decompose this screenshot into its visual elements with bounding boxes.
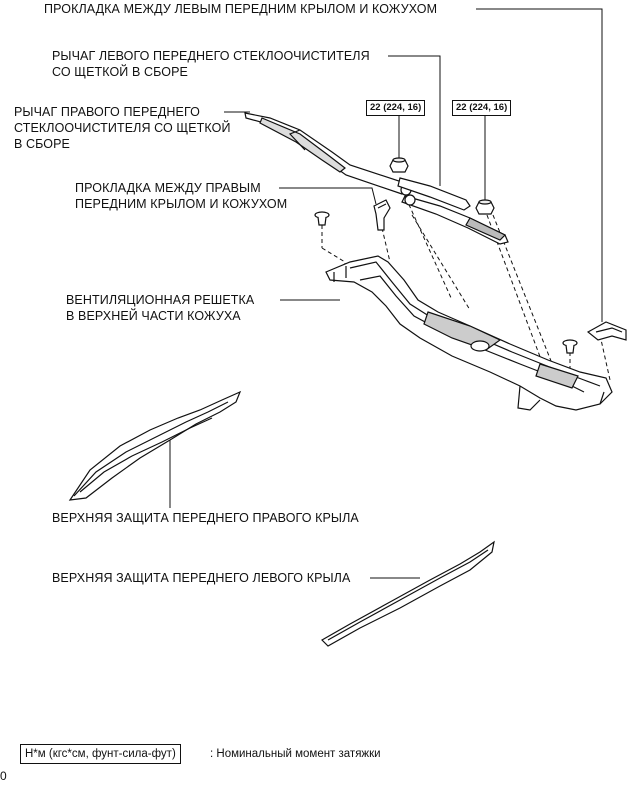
label-right-wiper-arm-line1: РЫЧАГ ПРАВОГО ПЕРЕДНЕГО [14,105,200,119]
footer-mark: 0 [0,769,7,783]
label-left-wiper-arm-line1: РЫЧАГ ЛЕВОГО ПЕРЕДНЕГО СТЕКЛООЧИСТИТЕЛЯ [52,49,370,63]
cowl-clip-left [563,340,577,353]
label-cowl-grille-line1: ВЕНТИЛЯЦИОННАЯ РЕШЕТКА [66,293,255,307]
right-fender-seal [374,200,390,230]
label-left-fender-seal: ПРОКЛАДКА МЕЖДУ ЛЕВЫМ ПЕРЕДНИМ КРЫЛОМ И КОЖУХОМ [44,2,438,16]
cowl-top-ventilator-louver [326,256,612,410]
label-right-wiper-arm-line2: СТЕКЛООЧИСТИТЕЛЯ СО ЩЕТКОЙ [14,121,231,135]
label-right-fender-seal-line1: ПРОКЛАДКА МЕЖДУ ПРАВЫМ [75,181,261,195]
wiper-nut-right [476,200,494,214]
label-cowl-grille-line2: В ВЕРХНЕЙ ЧАСТИ КОЖУХА [66,309,241,323]
legend-description: : Номинальный момент затяжки [210,748,381,760]
wiper-nut-left [390,158,408,172]
cowl-clip-right [315,212,329,225]
legend-torque-units: Н*м (кгс*см, фунт-сила-фут) [20,744,181,764]
label-right-fender-seal-line2: ПЕРЕДНИМ КРЫЛОМ И КОЖУХОМ [75,197,288,211]
label-left-wiper-arm-line2: СО ЩЕТКОЙ В СБОРЕ [52,65,188,79]
torque-spec-right-nut: 22 (224, 16) [452,100,511,116]
right-fender-protector [70,392,240,500]
label-right-fender-protector: ВЕРХНЯЯ ЗАЩИТА ПЕРЕДНЕГО ПРАВОГО КРЫЛА [52,511,359,525]
label-right-wiper-arm-line3: В СБОРЕ [14,137,70,151]
right-wiper-arm [245,113,411,195]
label-left-fender-protector: ВЕРХНЯЯ ЗАЩИТА ПЕРЕДНЕГО ЛЕВОГО КРЫЛА [52,571,351,585]
left-fender-protector [322,542,494,646]
torque-spec-left-nut: 22 (224, 16) [366,100,425,116]
left-fender-seal [588,322,626,340]
